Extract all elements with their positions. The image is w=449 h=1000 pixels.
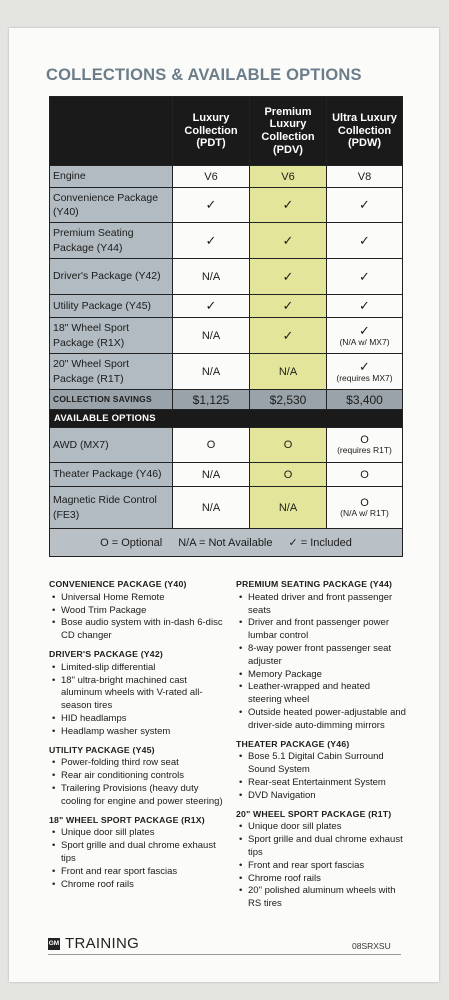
list-item: • DVD Navigation xyxy=(236,790,406,803)
training-logo xyxy=(48,935,139,952)
table-row: Magnetic Ride Control (FE3) N/A N/A O (N/A w/ R1T) xyxy=(50,486,402,528)
legend-not-available: N/A = Not Available xyxy=(178,536,273,549)
list-item: • Leather-wrapped and heated steering wheel xyxy=(236,681,406,707)
table-legend xyxy=(50,528,402,556)
list-item: • HID headlamps xyxy=(49,713,229,726)
list-item: • Wood Trim Package xyxy=(49,605,229,618)
list-item: • 20" polished aluminum wheels with RS tires xyxy=(236,885,406,911)
package-list xyxy=(236,751,406,802)
list-item: • Memory Package xyxy=(236,669,406,682)
check-icon: ✓ xyxy=(326,223,402,258)
document-code: 08SRXSU xyxy=(352,941,391,951)
package-list xyxy=(236,821,406,911)
package-details-left xyxy=(49,578,229,891)
package-list xyxy=(49,592,229,643)
package-title: UTILITY PACKAGE (Y45) xyxy=(49,744,155,755)
list-item: • Front and rear sport fascias xyxy=(49,866,229,879)
list-item: • 18" ultra-bright machined cast aluminum wheels with V-rated all-season tires xyxy=(49,675,229,713)
check-icon: ✓ xyxy=(326,295,402,317)
training-label: TRAINING xyxy=(65,935,140,952)
package-list xyxy=(49,662,229,739)
list-item: • Sport grille and dual chrome exhaust tips xyxy=(49,840,229,866)
package-title: PREMIUM SEATING PACKAGE (Y44) xyxy=(236,579,393,589)
package-details-right xyxy=(236,578,406,911)
page-title: COLLECTIONS & AVAILABLE OPTIONS xyxy=(46,66,362,84)
cell-note: (requires R1T) xyxy=(337,445,392,456)
list-item: • Limited-slip differential xyxy=(49,662,229,675)
package-list xyxy=(236,592,406,733)
list-item: • Front and rear sport fascias xyxy=(236,860,406,873)
check-icon: ✓ xyxy=(249,259,326,294)
list-item: • Unique door sill plates xyxy=(49,827,229,840)
check-icon: ✓ xyxy=(249,188,326,222)
list-item: • Driver and front passenger power lumbar control xyxy=(236,617,406,643)
check-icon: ✓ xyxy=(249,295,326,317)
check-icon: ✓ xyxy=(326,259,402,294)
table-row: Utility Package (Y45) ✓ ✓ ✓ xyxy=(50,294,402,317)
check-icon: ✓ xyxy=(249,223,326,258)
legend-included: ✓ = Included xyxy=(288,537,352,549)
legend-optional: O = Optional xyxy=(100,536,163,549)
list-item: • Bose 5.1 Digital Cabin Surround Sound System xyxy=(236,751,406,777)
package-title: DRIVER'S PACKAGE (Y42) xyxy=(49,648,163,659)
collection-savings-row: COLLECTION SAVINGS $1,125 $2,530 $3,400 xyxy=(50,389,402,409)
header-blank xyxy=(50,97,172,165)
table-row: 18" Wheel Sport Package (R1X) N/A ✓ ✓ (N/A w/ MX7) xyxy=(50,317,402,353)
table-row: 20" Wheel Sport Package (R1T) N/A N/A ✓ (requires MX7) xyxy=(50,353,402,389)
check-icon: ✓ xyxy=(359,358,370,374)
options-table xyxy=(49,96,403,557)
cell-note: (N/A w/ MX7) xyxy=(339,336,390,347)
list-item: • Sport grille and dual chrome exhaust tips xyxy=(236,834,406,860)
list-item: • Rear air conditioning controls xyxy=(49,770,229,783)
list-item: • Chrome roof rails xyxy=(49,879,229,892)
list-item: • Universal Home Remote xyxy=(49,592,229,605)
list-item: • Trailering Provisions (heavy duty cooling for engine and power steering) xyxy=(49,783,229,809)
list-item: • Rear-seat Entertainment System xyxy=(236,777,406,790)
table-row: Premium Seating Package (Y44) ✓ ✓ ✓ xyxy=(50,222,402,258)
check-icon: ✓ xyxy=(326,188,402,222)
table-row: AWD (MX7) O O O (requires R1T) xyxy=(50,427,402,462)
cell-note: (N/A w/ R1T) xyxy=(340,507,389,518)
package-title: 20" WHEEL SPORT PACKAGE (R1T) xyxy=(236,808,392,819)
list-item: • Bose audio system with in-dash 6-disc CD changer xyxy=(49,617,229,643)
check-icon: ✓ xyxy=(172,188,249,222)
header-pdt: Luxury Collection (PDT) xyxy=(172,97,249,165)
package-title: CONVENIENCE PACKAGE (Y40) xyxy=(49,579,187,589)
list-item: • Outside heated power-adjustable and driver-side auto-dimming mirrors xyxy=(236,707,406,733)
package-title: THEATER PACKAGE (Y46) xyxy=(236,738,350,749)
table-row: Theater Package (Y46) N/A O O xyxy=(50,462,402,486)
check-icon: ✓ xyxy=(249,318,326,353)
list-item: • 8-way power front passenger seat adjuster xyxy=(236,643,406,669)
gm-logo-icon: GM xyxy=(48,938,60,950)
package-title: 18" WHEEL SPORT PACKAGE (R1X) xyxy=(49,814,205,825)
list-item: • Headlamp washer system xyxy=(49,726,229,739)
table-row: Engine V6 V6 V8 xyxy=(50,165,402,187)
table-header-row xyxy=(50,97,402,165)
list-item: • Chrome roof rails xyxy=(236,873,406,886)
available-options-header: AVAILABLE OPTIONS xyxy=(50,409,402,427)
package-list xyxy=(49,827,229,891)
check-icon: ✓ xyxy=(172,295,249,317)
list-item: • Unique door sill plates xyxy=(236,821,406,834)
list-item: • Heated driver and front passenger seats xyxy=(236,592,406,618)
table-row: Driver's Package (Y42) N/A ✓ ✓ xyxy=(50,258,402,294)
header-pdw: Ultra Luxury Collection (PDW) xyxy=(326,97,402,165)
check-icon: ✓ xyxy=(172,223,249,258)
package-list xyxy=(49,757,229,808)
cell-note: (requires MX7) xyxy=(336,372,393,383)
header-pdv: Premium Luxury Collection (PDV) xyxy=(249,97,326,165)
check-icon: ✓ xyxy=(359,322,370,338)
list-item: • Power-folding third row seat xyxy=(49,757,229,770)
table-row: Convenience Package (Y40) ✓ ✓ ✓ xyxy=(50,187,402,222)
footer-divider xyxy=(48,954,401,955)
